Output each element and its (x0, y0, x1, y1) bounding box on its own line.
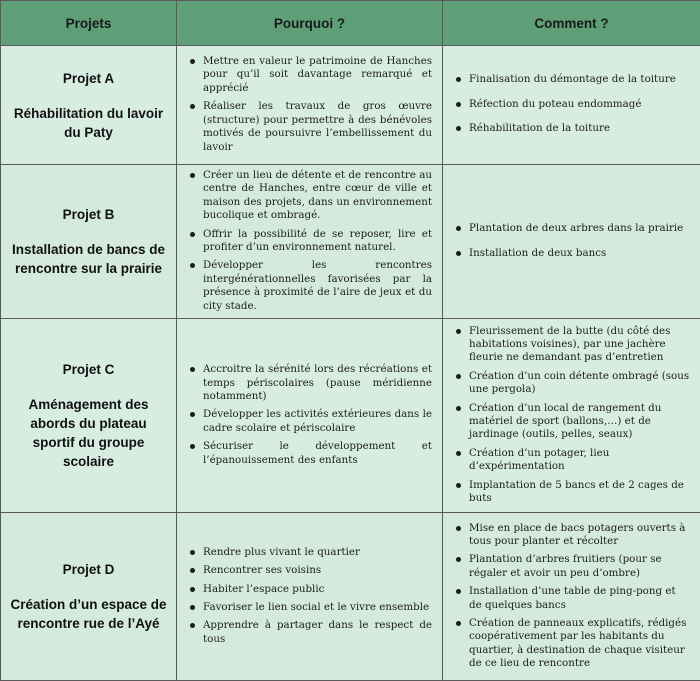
list-item: Mise en place de bacs potagers ouverts à tous pour planter et récolter (469, 522, 690, 549)
how-list (443, 222, 700, 261)
list-item: Plantation de deux arbres dans la prairie (469, 222, 690, 235)
table-row (1, 46, 700, 165)
table-row (1, 165, 700, 319)
list-item: Création d’un potager, lieu d’expérimentation (469, 447, 690, 474)
list-item: Développer les rencontres intergénérationnelles favorisées par la présence à proximité de l’aire de jeux et du city stade. (203, 259, 432, 313)
list-item: Finalisation du démontage de la toiture (469, 73, 690, 86)
list-item: Réfection du poteau endommagé (469, 98, 690, 111)
header-comment: Comment ? (443, 1, 700, 46)
table-row (1, 513, 700, 681)
list-item: Créer un lieu de détente et de rencontre au centre de Hanches, entre cœur de ville et maison des projets, dans un environnement bucolique et ombragé. (203, 169, 432, 223)
project-title: Installation de bancs de rencontre sur la prairie (9, 240, 168, 278)
project-cell (1, 46, 177, 165)
list-item: Réaliser les travaux de gros œuvre (structure) pour permettre à des bénévoles motivés de poursuivre l’embellissement du lavoir (203, 100, 432, 154)
why-cell (177, 319, 443, 513)
list-item: Rencontrer ses voisins (203, 564, 432, 577)
why-cell (177, 513, 443, 681)
why-list (177, 169, 442, 313)
header-projets: Projets (1, 1, 177, 46)
header-row (1, 1, 700, 46)
list-item: Offrir la possibilité de se reposer, lire et profiter d’un environnement naturel. (203, 228, 432, 255)
list-item: Implantation de 5 bancs et de 2 cages de buts (469, 479, 690, 506)
how-cell (443, 46, 700, 165)
how-cell (443, 319, 700, 513)
project-title: Aménagement des abords du plateau sportif du groupe scolaire (9, 395, 168, 471)
how-list (443, 325, 700, 506)
how-cell (443, 165, 700, 319)
project-title: Création d’un espace de rencontre rue de l’Ayé (9, 595, 168, 633)
project-name: Projet D (9, 560, 168, 579)
list-item: Création de panneaux explicatifs, rédigés coopérativement par les habitants du quartier, à destination de chaque visiteur de ce lieu de rencontre (469, 617, 690, 671)
list-item: Sécuriser le développement et l’épanouissement des enfants (203, 440, 432, 467)
table-row (1, 319, 700, 513)
why-list (177, 363, 442, 467)
project-cell (1, 513, 177, 681)
project-name: Projet C (9, 360, 168, 379)
list-item: Mettre en valeur le patrimoine de Hanches pour qu’il soit davantage remarqué et apprécié (203, 55, 432, 95)
list-item: Accroitre la sérénité lors des récréations et temps périscolaires (pause méridienne notamment) (203, 363, 432, 403)
project-name: Projet A (9, 69, 168, 88)
list-item: Installation de deux bancs (469, 247, 690, 260)
list-item: Création d’un local de rangement du matériel de sport (ballons,…) et de jardinage (outils, pelles, seaux) (469, 402, 690, 442)
how-cell (443, 513, 700, 681)
list-item: Plantation d’arbres fruitiers (pour se régaler et avoir un peu d’ombre) (469, 553, 690, 580)
project-cell (1, 319, 177, 513)
how-list (443, 73, 700, 135)
list-item: Fleurissement de la butte (du côté des habitations voisines), par une jachère fleurie ne demandant pas d’entretien (469, 325, 690, 365)
list-item: Habiter l’espace public (203, 583, 432, 596)
list-item: Installation d’une table de ping-pong et de quelques bancs (469, 585, 690, 612)
list-item: Réhabilitation de la toiture (469, 122, 690, 135)
list-item: Rendre plus vivant le quartier (203, 546, 432, 559)
list-item: Favoriser le lien social et le vivre ensemble (203, 601, 432, 614)
why-cell (177, 165, 443, 319)
header-pourquoi: Pourquoi ? (177, 1, 443, 46)
project-cell (1, 165, 177, 319)
why-list (177, 546, 442, 646)
list-item: Apprendre à partager dans le respect de tous (203, 619, 432, 646)
why-list (177, 55, 442, 154)
how-list (443, 522, 700, 671)
list-item: Développer les activités extérieures dans le cadre scolaire et périscolaire (203, 408, 432, 435)
project-name: Projet B (9, 205, 168, 224)
list-item: Création d’un coin détente ombragé (sous une pergola) (469, 370, 690, 397)
why-cell (177, 46, 443, 165)
project-title: Réhabilitation du lavoir du Paty (9, 104, 168, 142)
